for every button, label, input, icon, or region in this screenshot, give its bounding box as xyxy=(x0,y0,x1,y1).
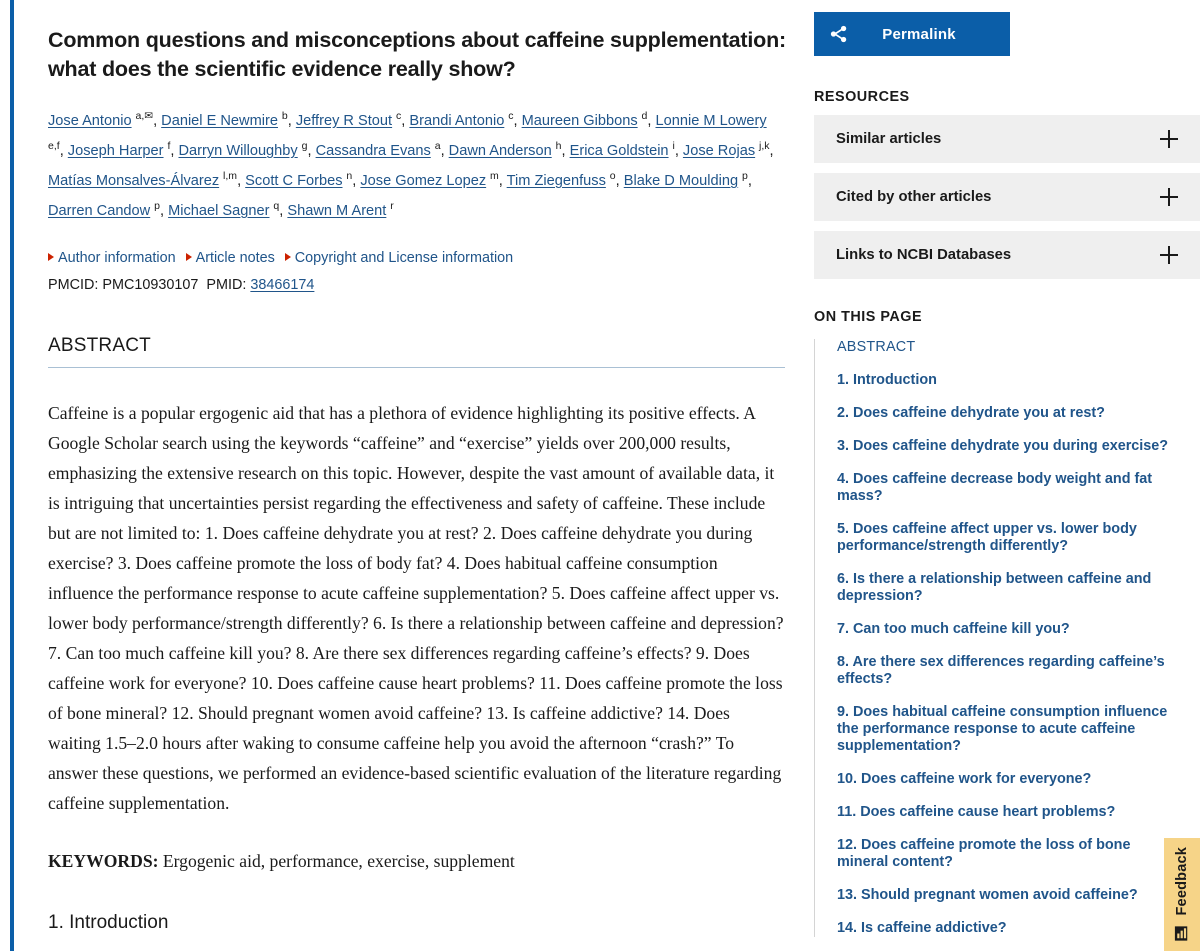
author-affiliation-marker: p xyxy=(151,200,160,213)
author-link[interactable]: Darryn Willoughby xyxy=(178,143,298,159)
permalink-button[interactable] xyxy=(814,12,1010,56)
bar-chart-icon xyxy=(1173,924,1192,943)
abstract-heading: ABSTRACT xyxy=(48,335,785,368)
table-of-contents xyxy=(814,339,1200,937)
toc-item[interactable]: 14. Is caffeine addictive? xyxy=(837,920,1007,936)
author-affiliation-marker: r xyxy=(387,200,394,213)
author-separator: , xyxy=(440,143,449,159)
author-separator: , xyxy=(153,113,162,129)
meta-link-item[interactable] xyxy=(285,248,513,268)
author-link[interactable]: Erica Goldstein xyxy=(569,143,669,159)
plus-icon[interactable] xyxy=(1160,130,1178,148)
meta-link-item[interactable] xyxy=(48,248,176,268)
plus-icon[interactable] xyxy=(1160,188,1178,206)
resource-accordion-item[interactable] xyxy=(814,173,1200,221)
author-link[interactable]: Darren Candow xyxy=(48,203,151,219)
pmid-link[interactable]: 38466174 xyxy=(250,277,315,293)
author-separator: , xyxy=(769,143,774,159)
article-identifiers xyxy=(48,277,790,293)
meta-link-label[interactable]: Copyright and License information xyxy=(294,250,514,266)
author-link[interactable]: Joseph Harper xyxy=(67,143,164,159)
plus-icon[interactable] xyxy=(1160,246,1178,264)
author-link[interactable]: Matías Monsalves-Álvarez xyxy=(48,173,220,189)
author-affiliation-marker: e,f xyxy=(48,140,60,153)
author-link[interactable]: Jeffrey R Stout xyxy=(295,113,393,129)
author-affiliation-marker: o xyxy=(606,170,616,183)
toc-item[interactable]: 3. Does caffeine dehydrate you during exercise? xyxy=(837,438,1169,454)
toc-item[interactable]: 1. Introduction xyxy=(837,372,937,388)
share-icon xyxy=(828,23,850,45)
author-link[interactable]: Lonnie M Lowery xyxy=(655,113,767,129)
resource-accordion-label: Similar articles xyxy=(836,131,942,147)
introduction-heading: 1. Introduction xyxy=(48,912,169,933)
toc-item[interactable]: 5. Does caffeine affect upper vs. lower body performance/strength differently? xyxy=(837,521,1137,554)
meta-link-item[interactable] xyxy=(186,248,275,268)
toc-item[interactable]: 9. Does habitual caffeine consumption influence the performance response to acute caffeine supplementation? xyxy=(837,704,1168,754)
author-separator: , xyxy=(237,173,246,189)
author-link[interactable]: Maureen Gibbons xyxy=(521,113,638,129)
left-accent-rail xyxy=(10,0,14,951)
author-link[interactable]: Cassandra Evans xyxy=(315,143,431,159)
feedback-label: Feedback xyxy=(1174,847,1190,916)
triangle-right-icon xyxy=(186,253,192,261)
resource-accordion-label: Cited by other articles xyxy=(836,189,992,205)
author-separator: , xyxy=(170,143,179,159)
author-affiliation-marker: j,k xyxy=(756,140,770,153)
author-separator: , xyxy=(401,113,410,129)
author-separator: , xyxy=(647,113,656,129)
toc-item[interactable]: 12. Does caffeine promote the loss of bone mineral content? xyxy=(837,837,1131,870)
sidebar xyxy=(814,0,1200,951)
toc-item[interactable]: 7. Can too much caffeine kill you? xyxy=(837,621,1070,637)
author-separator: , xyxy=(159,203,169,219)
article-main-column xyxy=(48,0,790,951)
author-link[interactable]: Jose Gomez Lopez xyxy=(360,173,487,189)
author-link[interactable]: Scott C Forbes xyxy=(245,173,343,189)
author-affiliation-marker: a,✉ xyxy=(132,110,154,123)
pmid-label: PMID: xyxy=(206,277,247,293)
author-affiliation-marker: a xyxy=(431,140,441,153)
author-link[interactable]: Michael Sagner xyxy=(168,203,270,219)
author-affiliation-marker: b xyxy=(278,110,288,123)
on-this-page-heading: ON THIS PAGE xyxy=(814,309,923,325)
author-link[interactable]: Blake D Moulding xyxy=(623,173,739,189)
author-affiliation-marker: c xyxy=(505,110,514,123)
author-separator: , xyxy=(674,143,683,159)
resource-accordion-item[interactable] xyxy=(814,115,1200,163)
author-separator: , xyxy=(59,143,68,159)
author-separator: , xyxy=(615,173,624,189)
author-separator: , xyxy=(279,203,288,219)
author-affiliation-marker: m xyxy=(487,170,499,183)
author-separator: , xyxy=(287,113,296,129)
resource-accordion-label: Links to NCBI Databases xyxy=(836,247,1012,263)
toc-item[interactable]: 4. Does caffeine decrease body weight and fat mass? xyxy=(837,471,1153,504)
pmcid-label: PMCID: xyxy=(48,277,99,293)
abstract-body: Caffeine is a popular ergogenic aid that has a plethora of evidence highlighting its positive effects. A Google Scholar search using the keywords “caffeine” and “exercise” yields over 200,000 results, emphasizing the extensive research on this topic. However, despite the vast amount of available data, it is intriguing that uncertainties persist regarding the effectiveness and safety of caffeine. These include but are not limited to: 1. Does caffeine dehydrate you at rest? 2. Does caffeine dehydrate you during exercise? 3. Does caffeine promote the loss of body fat? 4. Does habitual caffeine consumption influence the performance response to acute caffeine supplementation? 5. Does caffeine affect upper vs. lower body performance/strength differently? 6. Is there a relationship between caffeine and depression? 7. Can too much caffeine kill you? 8. Are there sex differences regarding caffeine’s effects? 9. Does caffeine work for everyone? 10. Does caffeine cause heart problems? 11. Does caffeine promote the loss of bone mineral? 12. Should pregnant women avoid caffeine? 13. Is caffeine addictive? 14. Does waiting 1.5–2.0 hours after waking to consume caffeine help you avoid the afternoon “crash?” To answer these questions, we performed an evidence-based scientific evaluation of the literature regarding caffeine supplementation. xyxy=(48,403,784,813)
toc-item[interactable]: 11. Does caffeine cause heart problems? xyxy=(837,804,1116,820)
toc-item[interactable]: ABSTRACT xyxy=(837,339,916,355)
author-link[interactable]: Tim Ziegenfuss xyxy=(506,173,606,189)
author-affiliation-marker: g xyxy=(298,140,308,153)
author-affiliation-marker: d xyxy=(638,110,648,123)
page-title: Common questions and misconceptions about caffeine supplementation: what does the scientific evidence really show? xyxy=(48,28,786,81)
resource-accordion-item[interactable] xyxy=(814,231,1200,279)
author-link[interactable]: Dawn Anderson xyxy=(448,143,552,159)
toc-item[interactable]: 10. Does caffeine work for everyone? xyxy=(837,771,1092,787)
keywords-value: Ergogenic aid, performance, exercise, supplement xyxy=(162,851,515,871)
resources-heading: RESOURCES xyxy=(814,89,910,105)
toc-item[interactable]: 2. Does caffeine dehydrate you at rest? xyxy=(837,405,1105,421)
meta-link-label[interactable]: Author information xyxy=(58,250,176,266)
author-separator: , xyxy=(561,143,570,159)
keywords-line xyxy=(48,848,790,874)
author-link[interactable]: Brandi Antonio xyxy=(409,113,505,129)
author-separator: , xyxy=(307,143,316,159)
feedback-tab[interactable] xyxy=(1164,838,1200,951)
author-link[interactable]: Shawn M Arent xyxy=(287,203,387,219)
author-affiliation-marker: h xyxy=(552,140,562,153)
author-link[interactable]: Jose Antonio xyxy=(48,113,132,129)
meta-link-label[interactable]: Article notes xyxy=(195,250,275,266)
author-separator: , xyxy=(498,173,507,189)
author-affiliation-marker: c xyxy=(393,110,402,123)
toc-item[interactable]: 8. Are there sex differences regarding caffeine’s effects? xyxy=(837,654,1165,687)
keywords-label: KEYWORDS: xyxy=(48,851,159,871)
author-list xyxy=(48,106,786,226)
author-affiliation-marker: n xyxy=(343,170,353,183)
resources-accordion xyxy=(814,115,1200,279)
author-affiliation-marker: l,m xyxy=(220,170,238,183)
pmcid-value: PMC10930107 xyxy=(102,277,199,293)
author-affiliation-marker: i xyxy=(669,140,675,153)
author-separator: , xyxy=(747,173,752,189)
article-meta-links xyxy=(48,248,790,268)
author-affiliation-marker: q xyxy=(270,200,280,213)
triangle-right-icon xyxy=(48,253,54,261)
author-link[interactable]: Jose Rojas xyxy=(682,143,756,159)
author-affiliation-marker: f xyxy=(164,140,171,153)
permalink-label: Permalink xyxy=(882,25,956,43)
author-link[interactable]: Daniel E Newmire xyxy=(161,113,278,129)
author-separator: , xyxy=(513,113,522,129)
triangle-right-icon xyxy=(285,253,291,261)
author-separator: , xyxy=(352,173,361,189)
author-affiliation-marker: p xyxy=(739,170,748,183)
toc-item[interactable]: 13. Should pregnant women avoid caffeine? xyxy=(837,887,1138,903)
toc-item[interactable]: 6. Is there a relationship between caffeine and depression? xyxy=(837,571,1152,604)
